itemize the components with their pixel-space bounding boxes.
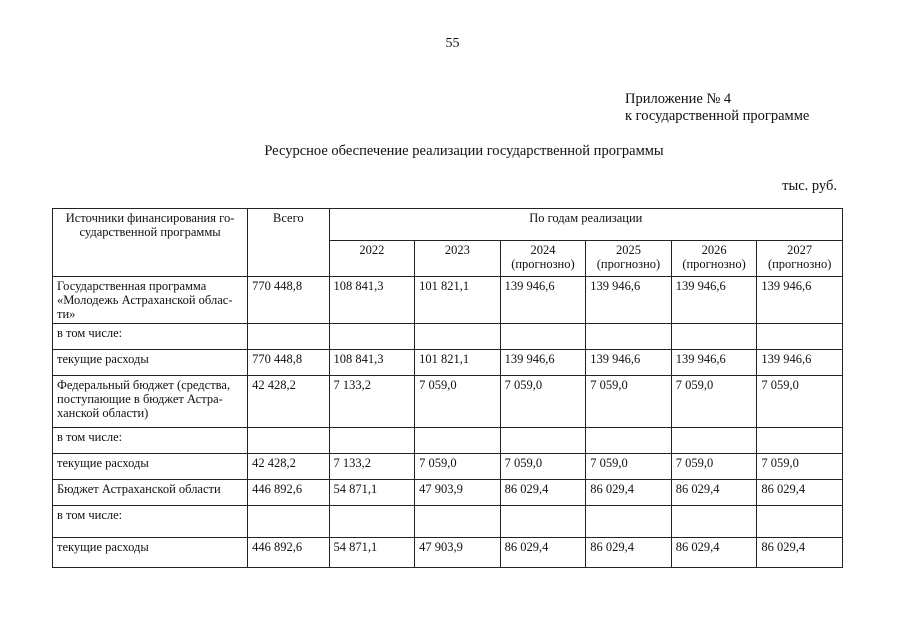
page-number: 55 <box>445 36 460 51</box>
row-value <box>757 324 843 350</box>
row-value <box>500 324 586 350</box>
row-value: 139 946,6 <box>757 277 843 324</box>
row-total: 446 892,6 <box>248 538 329 568</box>
row-value: 54 871,1 <box>329 538 415 568</box>
table-row <box>53 428 843 454</box>
row-value <box>671 324 757 350</box>
row-value: 86 029,4 <box>757 538 843 568</box>
row-value: 86 029,4 <box>500 538 586 568</box>
document-title: Ресурсное обеспечение реализации государственной программы <box>264 143 664 159</box>
row-value: 7 059,0 <box>671 376 757 428</box>
row-label: Государственная программа «Молодежь Астраханской облас-ти» <box>53 277 248 324</box>
row-value <box>757 506 843 538</box>
row-value: 139 946,6 <box>671 277 757 324</box>
row-value <box>586 428 672 454</box>
table-row <box>53 454 843 480</box>
appendix-note <box>625 91 809 125</box>
row-value <box>329 324 415 350</box>
row-value: 7 059,0 <box>415 454 501 480</box>
row-total: 770 448,8 <box>248 277 329 324</box>
row-value: 7 133,2 <box>329 454 415 480</box>
row-total: 770 448,8 <box>248 350 329 376</box>
table-row <box>53 350 843 376</box>
row-value <box>329 428 415 454</box>
units-label: тыс. руб. <box>782 178 837 194</box>
row-value: 139 946,6 <box>500 277 586 324</box>
row-total <box>248 428 329 454</box>
row-total: 446 892,6 <box>248 480 329 506</box>
row-value <box>500 506 586 538</box>
header-year: 2024 (прогнозно) <box>500 241 586 277</box>
table-row <box>53 506 843 538</box>
row-total <box>248 324 329 350</box>
row-value: 7 059,0 <box>757 454 843 480</box>
header-year: 2026 (прогнозно) <box>671 241 757 277</box>
row-label: в том числе: <box>53 428 248 454</box>
row-value: 7 059,0 <box>500 376 586 428</box>
appendix-line-2: к государственной программе <box>625 108 810 124</box>
row-value: 7 133,2 <box>329 376 415 428</box>
row-value: 101 821,1 <box>415 277 501 324</box>
row-value: 86 029,4 <box>586 538 672 568</box>
header-source: Источники финансирования го-сударственной программы <box>53 209 248 277</box>
table-row <box>53 376 843 428</box>
appendix-line-1: Приложение № 4 <box>625 91 732 107</box>
row-total: 42 428,2 <box>248 376 329 428</box>
header-year: 2027 (прогнозно) <box>757 241 843 277</box>
row-value: 101 821,1 <box>415 350 501 376</box>
row-label: текущие расходы <box>53 350 248 376</box>
row-value: 47 903,9 <box>415 538 501 568</box>
table-row <box>53 277 843 324</box>
header-year: 2023 <box>415 241 501 277</box>
row-label: в том числе: <box>53 506 248 538</box>
row-value <box>500 428 586 454</box>
row-value <box>671 428 757 454</box>
row-value: 86 029,4 <box>500 480 586 506</box>
table-row <box>53 324 843 350</box>
row-value: 7 059,0 <box>415 376 501 428</box>
row-value <box>586 324 672 350</box>
row-value: 7 059,0 <box>671 454 757 480</box>
row-value: 7 059,0 <box>500 454 586 480</box>
row-value: 108 841,3 <box>329 277 415 324</box>
row-value: 86 029,4 <box>671 480 757 506</box>
row-value <box>671 506 757 538</box>
row-value <box>329 506 415 538</box>
header-total: Всего <box>248 209 329 277</box>
row-total <box>248 506 329 538</box>
row-value <box>415 324 501 350</box>
row-value: 7 059,0 <box>586 376 672 428</box>
row-value: 139 946,6 <box>586 350 672 376</box>
row-value: 7 059,0 <box>757 376 843 428</box>
row-label: текущие расходы <box>53 454 248 480</box>
row-label: Бюджет Астраханской области <box>53 480 248 506</box>
row-value <box>415 428 501 454</box>
row-value: 7 059,0 <box>586 454 672 480</box>
row-value <box>586 506 672 538</box>
resource-table <box>52 208 843 568</box>
row-label: текущие расходы <box>53 538 248 568</box>
row-value: 139 946,6 <box>757 350 843 376</box>
row-value <box>415 506 501 538</box>
table-header-row <box>53 209 843 241</box>
row-label: в том числе: <box>53 324 248 350</box>
header-by-years: По годам реализации <box>329 209 842 241</box>
table-row <box>53 480 843 506</box>
row-value: 47 903,9 <box>415 480 501 506</box>
row-value: 54 871,1 <box>329 480 415 506</box>
row-value: 86 029,4 <box>586 480 672 506</box>
row-value: 139 946,6 <box>500 350 586 376</box>
row-value: 139 946,6 <box>586 277 672 324</box>
row-total: 42 428,2 <box>248 454 329 480</box>
table-row <box>53 538 843 568</box>
row-value: 86 029,4 <box>757 480 843 506</box>
row-label: Федеральный бюджет (средства, поступающие в бюджет Астра-ханской области) <box>53 376 248 428</box>
header-year: 2025 (прогнозно) <box>586 241 672 277</box>
header-year: 2022 <box>329 241 415 277</box>
row-value: 108 841,3 <box>329 350 415 376</box>
row-value: 139 946,6 <box>671 350 757 376</box>
row-value <box>757 428 843 454</box>
row-value: 86 029,4 <box>671 538 757 568</box>
